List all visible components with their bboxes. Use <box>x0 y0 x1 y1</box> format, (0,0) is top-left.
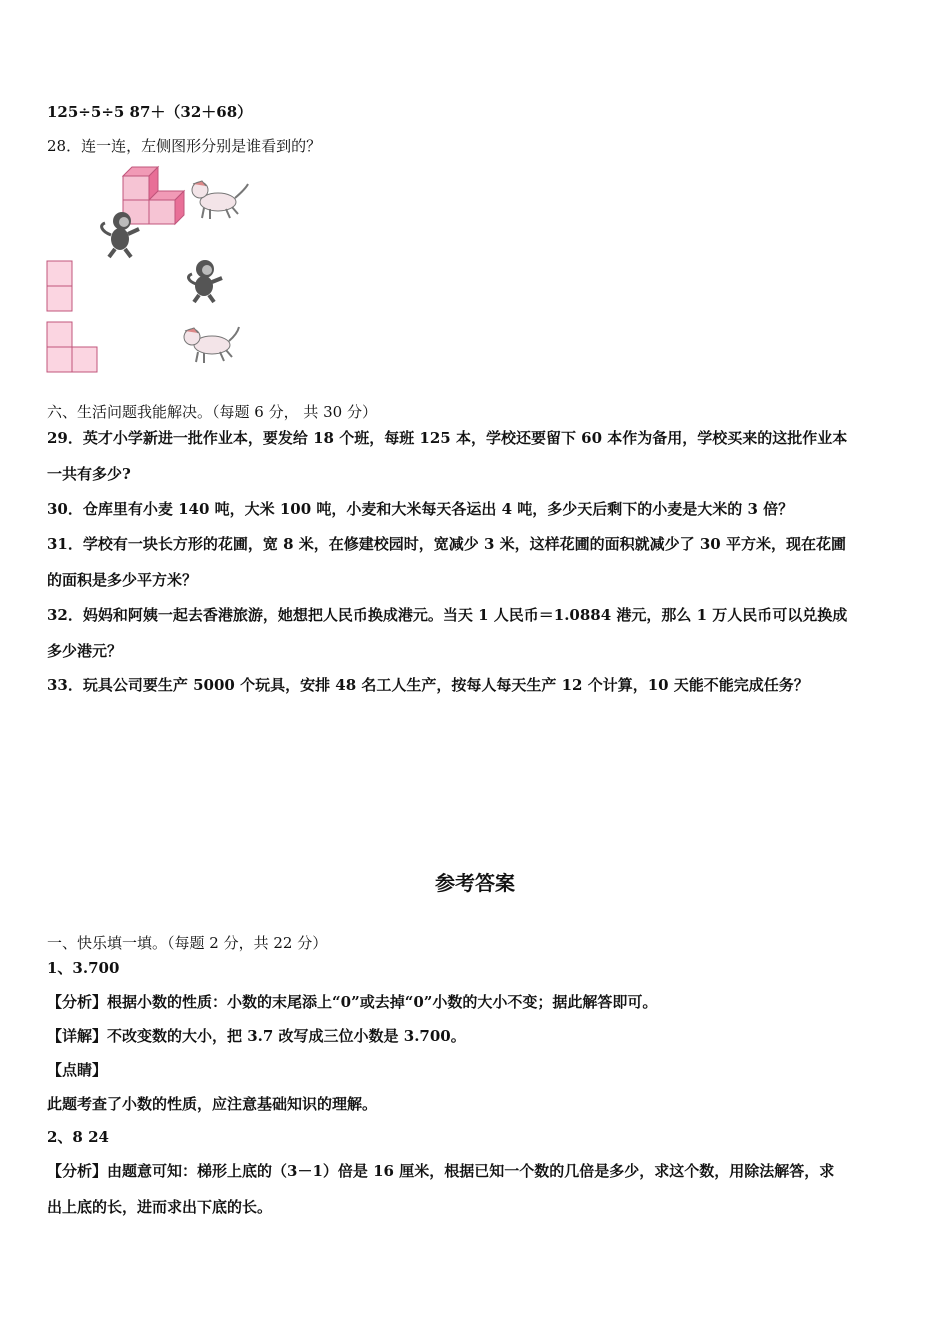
answers-title: 参考答案 <box>435 871 515 895</box>
answer-2-head: 2、8 24 <box>47 1128 109 1146</box>
question-31-line2: 的面积是多少平方米？ <box>47 571 198 589</box>
question-32-line2: 多少港元？ <box>47 642 123 660</box>
question-33: 33．玩具公司要生产 5000 个玩具，安排 48 名工人生产，按每人每天生产 12 个计算，10 天能不能完成任务？ <box>47 676 809 694</box>
top-expression: 125÷5÷5 87＋（32＋68） <box>47 103 253 121</box>
question-28-figure <box>40 162 270 377</box>
answer-1-analysis: 【分析】根据小数的性质：小数的末尾添上“0”或去掉“0”小数的大小不变；据此解答即可。 <box>47 993 658 1011</box>
answer-1-tip-label: 【点睛】 <box>47 1061 108 1079</box>
question-28: 28．连一连，左侧图形分别是谁看到的？ <box>47 137 322 155</box>
question-30: 30．仓库里有小麦 140 吨，大米 100 吨，小麦和大米每天各运出 4 吨，多少天后剩下的小麦是大米的 3 倍？ <box>47 500 794 518</box>
view-shape-a <box>47 261 72 311</box>
dog-icon <box>184 327 239 363</box>
question-29-line2: 一共有多少? <box>47 465 131 483</box>
answer-2-analysis-line2: 出上底的长，进而求出下底的长。 <box>47 1198 273 1216</box>
monkey-icon <box>189 260 222 302</box>
answer-2-analysis-line1: 【分析】由题意可知：梯形上底的（3－1）倍是 16 厘米，根据已知一个数的几倍是多少，求这个数，用除法解答，求 <box>47 1162 835 1180</box>
section-6-header: 六、生活问题我能解决。（每题 6 分， 共 30 分） <box>47 403 377 421</box>
answer-1-detail: 【详解】不改变数的大小，把 3.7 改写成三位小数是 3.700。 <box>47 1027 466 1045</box>
answer-1-head: 1、3.700 <box>47 959 120 977</box>
answer-1-tip: 此题考查了小数的性质，应注意基础知识的理解。 <box>47 1095 378 1113</box>
question-31-line1: 31．学校有一块长方形的花圃，宽 8 米，在修建校园时，宽减少 3 米，这样花圃的面积就减少了 30 平方米，现在花圃 <box>47 535 846 553</box>
view-shape-b <box>47 322 97 372</box>
question-32-line1: 32．妈妈和阿姨一起去香港旅游，她想把人民币换成港元。当天 1 人民币＝1.0884 港元，那么 1 万人民币可以兑换成 <box>47 606 848 624</box>
dog-icon <box>192 181 248 219</box>
cube-stack <box>123 167 184 224</box>
question-29-line1: 29．英才小学新进一批作业本，要发给 18 个班，每班 125 本，学校还要留下 60 本作为备用，学校买来的这批作业本 <box>47 429 848 447</box>
answers-section-1: 一、快乐填一填。（每题 2 分，共 22 分） <box>47 934 328 952</box>
